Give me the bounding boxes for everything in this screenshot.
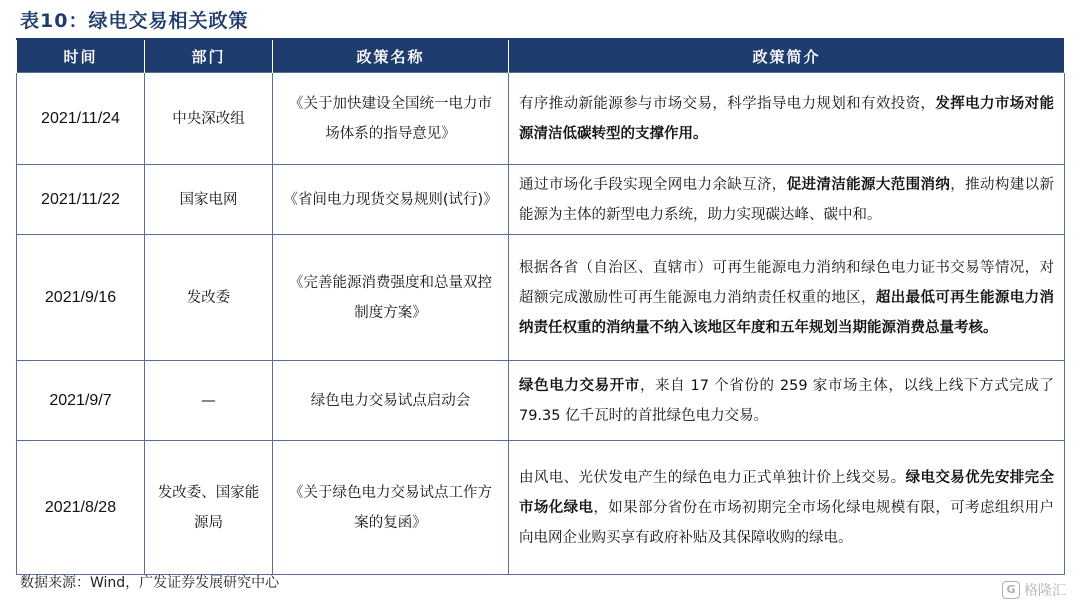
cell-policy-name: 绿色电力交易试点启动会 xyxy=(273,361,509,441)
cell-policy-name: 《省间电力现货交易规则(试行)》 xyxy=(273,165,509,235)
desc-text: 由风电、光伏发电产生的绿色电力正式单独计价上线交易。 xyxy=(519,469,906,486)
desc-text: 根据各省（自治区、直辖市）可再生能源电力消纳和绿色电力证书交易等情况，对超额完成激励性可再生能源电力消纳责任权重的地区， xyxy=(519,259,1054,306)
cell-policy-desc xyxy=(509,73,1065,165)
desc-text: ，来自 17 个省份的 259 家市场主体，以线上线下方式完成了 79.35 亿千瓦时的首批绿色电力交易。 xyxy=(519,377,1055,424)
table-row xyxy=(17,441,1065,575)
header-dept: 部门 xyxy=(145,40,273,73)
data-source-note: 数据来源：Wind，广发证券发展研究中心 xyxy=(20,575,280,591)
table-title: 表10：绿电交易相关政策 xyxy=(20,10,249,32)
desc-highlight-text: 绿电交易优先安排完全市场化绿电 xyxy=(519,469,1054,516)
cell-dept: 发改委、国家能源局 xyxy=(145,441,273,575)
table-header-row xyxy=(17,40,1065,73)
desc-text: ，如果部分省份在市场初期完全市场化绿电规模有限，可考虑组织用户向电网企业购买享有政府补贴及其保障收购的绿电。 xyxy=(519,499,1054,546)
desc-highlight-text: 超出最低可再生能源电力消纳责任权重的消纳量不纳入该地区年度和五年规划当期能源消费总量考核。 xyxy=(519,289,1055,336)
desc-highlight-text: 绿色电力交易开市 xyxy=(519,377,640,394)
cell-policy-name: 《关于加快建设全国统一电力市场体系的指导意见》 xyxy=(273,73,509,165)
cell-policy-desc xyxy=(509,441,1065,575)
cell-policy-desc xyxy=(509,165,1065,235)
desc-highlight-text: 促进清洁能源大范围消纳 xyxy=(786,176,951,193)
table-row xyxy=(17,235,1065,361)
cell-date: 2021/8/28 xyxy=(17,441,145,575)
cell-dept: 中央深改组 xyxy=(145,73,273,165)
table-row xyxy=(17,165,1065,235)
cell-policy-desc xyxy=(509,361,1065,441)
cell-date: 2021/11/22 xyxy=(17,165,145,235)
cell-policy-name: 《完善能源消费强度和总量双控制度方案》 xyxy=(273,235,509,361)
cell-dept: 国家电网 xyxy=(145,165,273,235)
cell-dept: 发改委 xyxy=(145,235,273,361)
cell-date: 2021/11/24 xyxy=(17,73,145,165)
desc-highlight-text: 发挥电力市场对能源清洁低碳转型的支撑作用。 xyxy=(519,95,1055,142)
table-row xyxy=(17,73,1065,165)
header-policy-name: 政策名称 xyxy=(273,40,509,73)
watermark xyxy=(1002,580,1066,600)
table-row xyxy=(17,361,1065,441)
cell-date: 2021/9/16 xyxy=(17,235,145,361)
watermark-text: 格隆汇 xyxy=(1024,583,1066,599)
desc-text: 有序推动新能源参与市场交易，科学指导电力规划和有效投资， xyxy=(519,95,936,112)
cell-date: 2021/9/7 xyxy=(17,361,145,441)
cell-policy-desc xyxy=(509,235,1065,361)
desc-text: ，推动构建以新能源为主体的新型电力系统，助力实现碳达峰、碳中和。 xyxy=(519,176,1055,223)
cell-dept: — xyxy=(145,361,273,441)
cell-policy-name: 《关于绿色电力交易试点工作方案的复函》 xyxy=(273,441,509,575)
header-policy-desc: 政策简介 xyxy=(509,40,1065,73)
desc-text: 通过市场化手段实现全网电力余缺互济， xyxy=(519,176,787,193)
watermark-logo-icon: G xyxy=(1002,581,1020,599)
header-time: 时间 xyxy=(17,40,145,73)
policy-table xyxy=(16,40,1065,575)
